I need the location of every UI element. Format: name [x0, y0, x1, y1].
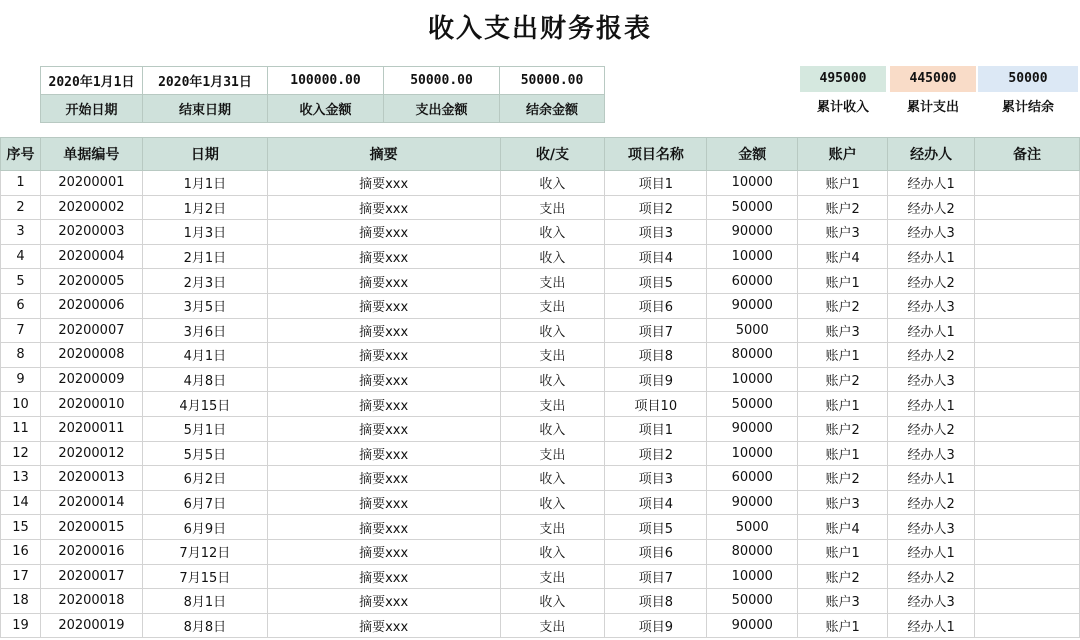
total-income-label: 累计收入	[816, 100, 869, 115]
table-row	[1, 564, 1080, 589]
doc-no-cell[interactable]: 20200003	[40, 220, 142, 245]
summary-cell[interactable]: 摘要xxx	[267, 343, 500, 368]
seq-cell[interactable]: 10	[1, 392, 41, 417]
summary-cell[interactable]: 摘要xxx	[267, 416, 500, 441]
date-cell[interactable]: 6月9日	[142, 515, 267, 540]
project-cell[interactable]: 项目6	[605, 293, 707, 318]
table-row	[1, 318, 1080, 343]
in-out-cell[interactable]: 支出	[500, 515, 605, 540]
account-cell[interactable]: 账户2	[798, 416, 888, 441]
handler-cell[interactable]: 经办人1	[888, 392, 975, 417]
amount-cell[interactable]: 90000	[707, 293, 798, 318]
table-row	[1, 515, 1080, 540]
account-cell[interactable]: 账户3	[798, 490, 888, 515]
doc-no-cell[interactable]: 20200016	[40, 539, 142, 564]
date-cell[interactable]: 3月5日	[142, 293, 267, 318]
seq-cell[interactable]: 3	[1, 220, 41, 245]
in-out-cell[interactable]: 收入	[500, 416, 605, 441]
amount-cell[interactable]: 90000	[707, 613, 798, 638]
seq-cell[interactable]: 2	[1, 195, 41, 220]
seq-cell[interactable]: 19	[1, 613, 41, 638]
account-cell[interactable]: 账户1	[798, 613, 888, 638]
header-remark: 备注	[975, 138, 1080, 171]
doc-no-cell[interactable]: 20200015	[40, 515, 142, 540]
header-account: 账户	[798, 138, 888, 171]
header-amount: 金额	[707, 138, 798, 171]
remark-cell[interactable]	[975, 416, 1080, 441]
remark-cell[interactable]	[975, 269, 1080, 294]
handler-cell[interactable]: 经办人2	[888, 416, 975, 441]
in-out-cell[interactable]: 支出	[500, 564, 605, 589]
project-cell[interactable]: 项目3	[605, 466, 707, 491]
account-cell[interactable]: 账户2	[798, 367, 888, 392]
header-summary: 摘要	[267, 138, 500, 171]
in-out-cell[interactable]: 支出	[500, 392, 605, 417]
project-cell[interactable]: 项目7	[605, 318, 707, 343]
end-date-label: 结束日期	[143, 95, 268, 123]
amount-cell[interactable]: 60000	[707, 466, 798, 491]
account-cell[interactable]: 账户1	[798, 539, 888, 564]
date-cell[interactable]: 6月7日	[142, 490, 267, 515]
date-cell[interactable]: 8月8日	[142, 613, 267, 638]
remark-cell[interactable]	[975, 367, 1080, 392]
amount-cell[interactable]: 50000	[707, 589, 798, 614]
account-cell[interactable]: 账户2	[798, 293, 888, 318]
in-out-cell[interactable]: 收入	[500, 466, 605, 491]
summary-cell[interactable]: 摘要xxx	[267, 441, 500, 466]
doc-no-cell[interactable]: 20200019	[40, 613, 142, 638]
summary-cell[interactable]: 摘要xxx	[267, 195, 500, 220]
summary-cell[interactable]: 摘要xxx	[267, 171, 500, 196]
table-row	[1, 416, 1080, 441]
table-row	[1, 220, 1080, 245]
date-cell[interactable]: 4月1日	[142, 343, 267, 368]
project-cell[interactable]: 项目4	[605, 244, 707, 269]
summary-cell[interactable]: 摘要xxx	[267, 244, 500, 269]
date-cell[interactable]: 5月1日	[142, 416, 267, 441]
seq-cell[interactable]: 11	[1, 416, 41, 441]
amount-cell[interactable]: 60000	[707, 269, 798, 294]
seq-cell[interactable]: 17	[1, 564, 41, 589]
date-cell[interactable]: 7月15日	[142, 564, 267, 589]
remark-cell[interactable]	[975, 392, 1080, 417]
remark-cell[interactable]	[975, 589, 1080, 614]
total-balance-label: 累计结余	[1001, 100, 1054, 115]
project-cell[interactable]: 项目5	[605, 269, 707, 294]
summary-cell[interactable]: 摘要xxx	[267, 589, 500, 614]
date-cell[interactable]: 2月1日	[142, 244, 267, 269]
remark-cell[interactable]	[975, 244, 1080, 269]
table-row	[1, 269, 1080, 294]
in-out-cell[interactable]: 收入	[500, 318, 605, 343]
table-row	[1, 613, 1080, 638]
header-date: 日期	[142, 138, 267, 171]
account-cell[interactable]: 账户4	[798, 244, 888, 269]
date-cell[interactable]: 6月2日	[142, 466, 267, 491]
handler-cell[interactable]: 经办人1	[888, 613, 975, 638]
seq-cell[interactable]: 8	[1, 343, 41, 368]
amount-cell[interactable]: 10000	[707, 367, 798, 392]
date-cell[interactable]: 3月6日	[142, 318, 267, 343]
table-row	[1, 466, 1080, 491]
date-cell[interactable]: 1月3日	[142, 220, 267, 245]
summary-cell[interactable]: 摘要xxx	[267, 539, 500, 564]
amount-cell[interactable]: 10000	[707, 244, 798, 269]
amount-cell[interactable]: 90000	[707, 220, 798, 245]
account-cell[interactable]: 账户3	[798, 318, 888, 343]
remark-cell[interactable]	[975, 220, 1080, 245]
table-row	[1, 539, 1080, 564]
in-out-cell[interactable]: 支出	[500, 269, 605, 294]
remark-cell[interactable]	[975, 490, 1080, 515]
seq-cell[interactable]: 5	[1, 269, 41, 294]
handler-cell[interactable]: 经办人2	[888, 343, 975, 368]
header-in-out: 收/支	[500, 138, 605, 171]
remark-cell[interactable]	[975, 515, 1080, 540]
in-out-cell[interactable]: 收入	[500, 220, 605, 245]
in-out-cell[interactable]: 支出	[500, 441, 605, 466]
remark-cell[interactable]	[975, 613, 1080, 638]
seq-cell[interactable]: 7	[1, 318, 41, 343]
expense-amount-value[interactable]: 50000.00	[384, 67, 500, 95]
end-date-value[interactable]: 2020年1月31日	[143, 67, 268, 95]
handler-cell[interactable]: 经办人3	[888, 293, 975, 318]
summary-cell[interactable]: 摘要xxx	[267, 515, 500, 540]
table-row	[1, 490, 1080, 515]
total-expense-stat	[890, 66, 976, 122]
project-cell[interactable]: 项目1	[605, 171, 707, 196]
remark-cell[interactable]	[975, 539, 1080, 564]
start-date-value[interactable]: 2020年1月1日	[41, 67, 143, 95]
header-seq: 序号	[1, 138, 41, 171]
doc-no-cell[interactable]: 20200001	[40, 171, 142, 196]
amount-cell[interactable]: 80000	[707, 343, 798, 368]
date-cell[interactable]: 5月5日	[142, 441, 267, 466]
table-row	[1, 367, 1080, 392]
table-row	[1, 343, 1080, 368]
project-cell[interactable]: 项目10	[605, 392, 707, 417]
account-cell[interactable]: 账户2	[798, 195, 888, 220]
table-header-row	[1, 138, 1080, 171]
amount-cell[interactable]: 5000	[707, 515, 798, 540]
seq-cell[interactable]: 1	[1, 171, 41, 196]
doc-no-cell[interactable]: 20200014	[40, 490, 142, 515]
amount-cell[interactable]: 50000	[707, 392, 798, 417]
seq-cell[interactable]: 12	[1, 441, 41, 466]
total-balance-value[interactable]: 50000	[978, 66, 1078, 92]
project-cell[interactable]: 项目8	[605, 589, 707, 614]
account-cell[interactable]: 账户1	[798, 269, 888, 294]
amount-cell[interactable]: 90000	[707, 490, 798, 515]
remark-cell[interactable]	[975, 318, 1080, 343]
income-amount-value[interactable]: 100000.00	[268, 67, 384, 95]
doc-no-cell[interactable]: 20200013	[40, 466, 142, 491]
remark-cell[interactable]	[975, 195, 1080, 220]
in-out-cell[interactable]: 收入	[500, 244, 605, 269]
remark-cell[interactable]	[975, 171, 1080, 196]
project-cell[interactable]: 项目1	[605, 416, 707, 441]
in-out-cell[interactable]: 支出	[500, 195, 605, 220]
doc-no-cell[interactable]: 20200004	[40, 244, 142, 269]
project-cell[interactable]: 项目7	[605, 564, 707, 589]
amount-cell[interactable]: 10000	[707, 441, 798, 466]
period-summary-table	[40, 66, 605, 123]
amount-cell[interactable]: 10000	[707, 171, 798, 196]
summary-cell[interactable]: 摘要xxx	[267, 293, 500, 318]
date-cell[interactable]: 1月1日	[142, 171, 267, 196]
project-cell[interactable]: 项目2	[605, 195, 707, 220]
report-title: 收入支出财务报表	[427, 14, 652, 44]
account-cell[interactable]: 账户4	[798, 515, 888, 540]
account-cell[interactable]: 账户3	[798, 220, 888, 245]
doc-no-cell[interactable]: 20200010	[40, 392, 142, 417]
summary-cell[interactable]: 摘要xxx	[267, 367, 500, 392]
table-row	[1, 441, 1080, 466]
in-out-cell[interactable]: 支出	[500, 293, 605, 318]
in-out-cell[interactable]: 支出	[500, 343, 605, 368]
date-cell[interactable]: 2月3日	[142, 269, 267, 294]
in-out-cell[interactable]: 支出	[500, 613, 605, 638]
income-amount-label: 收入金额	[268, 95, 384, 123]
seq-cell[interactable]: 9	[1, 367, 41, 392]
handler-cell[interactable]: 经办人2	[888, 564, 975, 589]
summary-cell[interactable]: 摘要xxx	[267, 220, 500, 245]
header-doc-no: 单据编号	[40, 138, 142, 171]
project-cell[interactable]: 项目3	[605, 220, 707, 245]
handler-cell[interactable]: 经办人3	[888, 441, 975, 466]
project-cell[interactable]: 项目6	[605, 539, 707, 564]
remark-cell[interactable]	[975, 466, 1080, 491]
handler-cell[interactable]: 经办人2	[888, 490, 975, 515]
project-cell[interactable]: 项目4	[605, 490, 707, 515]
doc-no-cell[interactable]: 20200005	[40, 269, 142, 294]
account-cell[interactable]: 账户1	[798, 392, 888, 417]
handler-cell[interactable]: 经办人3	[888, 515, 975, 540]
account-cell[interactable]: 账户1	[798, 441, 888, 466]
seq-cell[interactable]: 6	[1, 293, 41, 318]
summary-cell[interactable]: 摘要xxx	[267, 392, 500, 417]
date-cell[interactable]: 4月15日	[142, 392, 267, 417]
account-cell[interactable]: 账户2	[798, 564, 888, 589]
doc-no-cell[interactable]: 20200002	[40, 195, 142, 220]
total-income-value[interactable]: 495000	[800, 66, 886, 92]
seq-cell[interactable]: 4	[1, 244, 41, 269]
seq-cell[interactable]: 14	[1, 490, 41, 515]
remark-cell[interactable]	[975, 293, 1080, 318]
total-income-stat	[800, 66, 886, 122]
table-body	[1, 171, 1080, 638]
doc-no-cell[interactable]: 20200006	[40, 293, 142, 318]
date-cell[interactable]: 7月12日	[142, 539, 267, 564]
date-cell[interactable]: 8月1日	[142, 589, 267, 614]
handler-cell[interactable]: 经办人1	[888, 318, 975, 343]
summary-cell[interactable]: 摘要xxx	[267, 490, 500, 515]
summary-cell[interactable]: 摘要xxx	[267, 318, 500, 343]
date-cell[interactable]: 1月2日	[142, 195, 267, 220]
amount-cell[interactable]: 50000	[707, 195, 798, 220]
summary-cell[interactable]: 摘要xxx	[267, 613, 500, 638]
table-row	[1, 392, 1080, 417]
handler-cell[interactable]: 经办人3	[888, 367, 975, 392]
doc-no-cell[interactable]: 20200008	[40, 343, 142, 368]
balance-amount-value[interactable]: 50000.00	[500, 67, 605, 95]
handler-cell[interactable]: 经办人1	[888, 171, 975, 196]
project-cell[interactable]: 项目2	[605, 441, 707, 466]
total-balance-stat	[978, 66, 1078, 122]
table-row	[1, 195, 1080, 220]
seq-cell[interactable]: 16	[1, 539, 41, 564]
table-row	[1, 589, 1080, 614]
seq-cell[interactable]: 15	[1, 515, 41, 540]
in-out-cell[interactable]: 收入	[500, 490, 605, 515]
account-cell[interactable]: 账户1	[798, 343, 888, 368]
remark-cell[interactable]	[975, 343, 1080, 368]
handler-cell[interactable]: 经办人1	[888, 466, 975, 491]
in-out-cell[interactable]: 收入	[500, 171, 605, 196]
balance-amount-label: 结余金额	[500, 95, 605, 123]
start-date-label: 开始日期	[41, 95, 143, 123]
table-row	[1, 244, 1080, 269]
handler-cell[interactable]: 经办人3	[888, 220, 975, 245]
doc-no-cell[interactable]: 20200007	[40, 318, 142, 343]
in-out-cell[interactable]: 收入	[500, 367, 605, 392]
expense-amount-label: 支出金额	[384, 95, 500, 123]
seq-cell[interactable]: 13	[1, 466, 41, 491]
header-handler: 经办人	[888, 138, 975, 171]
amount-cell[interactable]: 80000	[707, 539, 798, 564]
doc-no-cell[interactable]: 20200018	[40, 589, 142, 614]
handler-cell[interactable]: 经办人1	[888, 539, 975, 564]
transactions-table	[0, 137, 1080, 638]
doc-no-cell[interactable]: 20200012	[40, 441, 142, 466]
doc-no-cell[interactable]: 20200009	[40, 367, 142, 392]
handler-cell[interactable]: 经办人2	[888, 269, 975, 294]
handler-cell[interactable]: 经办人3	[888, 589, 975, 614]
project-cell[interactable]: 项目9	[605, 613, 707, 638]
project-cell[interactable]: 项目8	[605, 343, 707, 368]
table-row	[1, 293, 1080, 318]
amount-cell[interactable]: 5000	[707, 318, 798, 343]
account-cell[interactable]: 账户3	[798, 589, 888, 614]
total-expense-label: 累计支出	[906, 100, 959, 115]
date-cell[interactable]: 4月8日	[142, 367, 267, 392]
doc-no-cell[interactable]: 20200017	[40, 564, 142, 589]
remark-cell[interactable]	[975, 564, 1080, 589]
project-cell[interactable]: 项目9	[605, 367, 707, 392]
table-row	[1, 171, 1080, 196]
account-cell[interactable]: 账户2	[798, 466, 888, 491]
handler-cell[interactable]: 经办人1	[888, 244, 975, 269]
project-cell[interactable]: 项目5	[605, 515, 707, 540]
in-out-cell[interactable]: 收入	[500, 539, 605, 564]
amount-cell[interactable]: 10000	[707, 564, 798, 589]
remark-cell[interactable]	[975, 441, 1080, 466]
doc-no-cell[interactable]: 20200011	[40, 416, 142, 441]
summary-cell[interactable]: 摘要xxx	[267, 466, 500, 491]
seq-cell[interactable]: 18	[1, 589, 41, 614]
in-out-cell[interactable]: 收入	[500, 589, 605, 614]
total-expense-value[interactable]: 445000	[890, 66, 976, 92]
amount-cell[interactable]: 90000	[707, 416, 798, 441]
summary-cell[interactable]: 摘要xxx	[267, 564, 500, 589]
handler-cell[interactable]: 经办人2	[888, 195, 975, 220]
summary-cell[interactable]: 摘要xxx	[267, 269, 500, 294]
account-cell[interactable]: 账户1	[798, 171, 888, 196]
header-project: 项目名称	[605, 138, 707, 171]
